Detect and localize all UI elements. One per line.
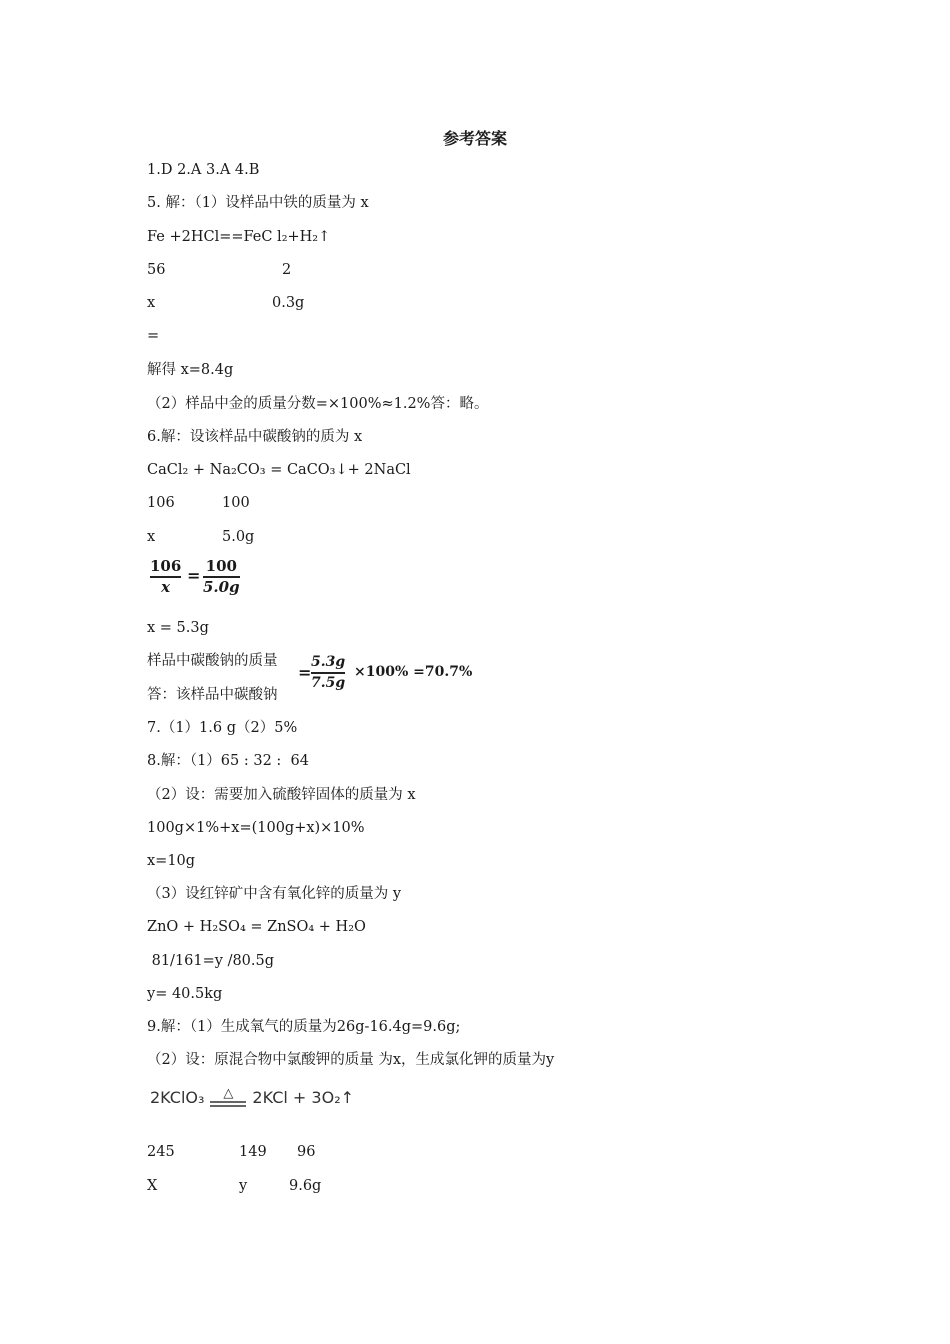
q6-equation: CaCl₂ + Na₂CO₃ = CaCO₃↓+ 2NaCl [147, 462, 411, 478]
fraction-numerator: 100 [205, 557, 237, 575]
q5-ratio-2: 2 [282, 262, 292, 278]
q9-var-9.6g: 9.6g [289, 1178, 322, 1194]
q8-part2-result: x=10g [147, 853, 196, 869]
q6-mass-fraction-label: 样品中碳酸钠的质量 [147, 653, 278, 669]
q9-ratio-149: 149 [239, 1144, 267, 1160]
q5-var-0.3g: 0.3g [272, 295, 305, 311]
q7-answer: 7.（1）1.6 g（2）5% [147, 720, 298, 736]
q9-ratio-96: 96 [297, 1144, 316, 1160]
equation-bar [210, 1105, 246, 1107]
q8-part3-intro: （3）设红锌矿中含有氧化锌的质量为 y [147, 886, 402, 902]
q5-equation: Fe +2HCl==FeC l₂+H₂↑ [147, 229, 331, 245]
page-title: 参考答案 [442, 129, 507, 148]
q6-answer: 答：该样品中碳酸钠 [147, 687, 278, 703]
equation-products: 2KCl + 3O₂↑ [252, 1088, 355, 1107]
delta-icon: △ [223, 1086, 234, 1101]
q6-ratio-100: 100 [222, 495, 250, 511]
heating-condition [210, 1088, 246, 1107]
q5-part2: （2）样品中金的质量分数=×100%≈1.2%答：略。 [147, 396, 489, 412]
percent-result: ×100% =70.7% [354, 664, 473, 680]
q5-result: 解得 x=8.4g [147, 362, 234, 378]
q9-part2-intro: （2）设：原混合物中氯酸钾的质量 为x，生成氯化钾的质量为y [147, 1052, 555, 1068]
q5-ratio-56: 56 [147, 262, 166, 278]
fraction-denominator: 5.0g [203, 577, 240, 596]
q9-var-y: y [239, 1178, 248, 1194]
equals-sign: = [298, 663, 312, 682]
q9-part1: 9.解：（1）生成氧气的质量为26g-16.4g=9.6g; [147, 1019, 461, 1035]
q8-part1: 8.解：（1）65 : 32 : 64 [147, 753, 309, 769]
q9-ratio-245: 245 [147, 1144, 175, 1160]
q6-intro: 6.解：设该样品中碳酸钠的质为 x [147, 429, 363, 445]
fraction-bar [311, 672, 345, 674]
answers-1-4: 1.D 2.A 3.A 4.B [147, 162, 260, 178]
fraction-106-over-x [150, 558, 181, 596]
q8-part3-ratio: 81/161=y /80.5g [147, 953, 275, 969]
q6-var-5.0g: 5.0g [222, 529, 255, 545]
fraction-5.3g-over-7.5g [311, 654, 345, 692]
q5-intro: 5. 解：（1）设样品中铁的质量为 x [147, 195, 369, 211]
kclo3-decomposition-equation [150, 1088, 354, 1107]
q6-var-x: x [147, 529, 156, 545]
q6-result: x = 5.3g [147, 620, 209, 636]
q5-var-x: x [147, 295, 156, 311]
q8-part2-equation: 100g×1%+x=(100g+x)×10% [147, 820, 365, 836]
equals-sign: = [187, 566, 201, 585]
fraction-denominator: 7.5g [311, 674, 346, 691]
q8-part3-result: y= 40.5kg [147, 986, 223, 1002]
equation-bar [210, 1101, 246, 1103]
fraction-numerator: 106 [150, 557, 182, 575]
q6-ratio-106: 106 [147, 495, 175, 511]
fraction-denominator: x [161, 577, 171, 596]
q8-part2-intro: （2）设：需要加入硫酸锌固体的质量为 x [147, 787, 416, 803]
q8-part3-equation: ZnO + H₂SO₄ = ZnSO₄ + H₂O [147, 919, 366, 935]
equation-reactant: 2KClO₃ [150, 1088, 205, 1107]
fraction-100-over-5g [203, 558, 240, 596]
fraction-numerator: 5.3g [311, 654, 346, 670]
q9-var-X: X [147, 1178, 158, 1194]
q5-equals: = [147, 328, 160, 344]
